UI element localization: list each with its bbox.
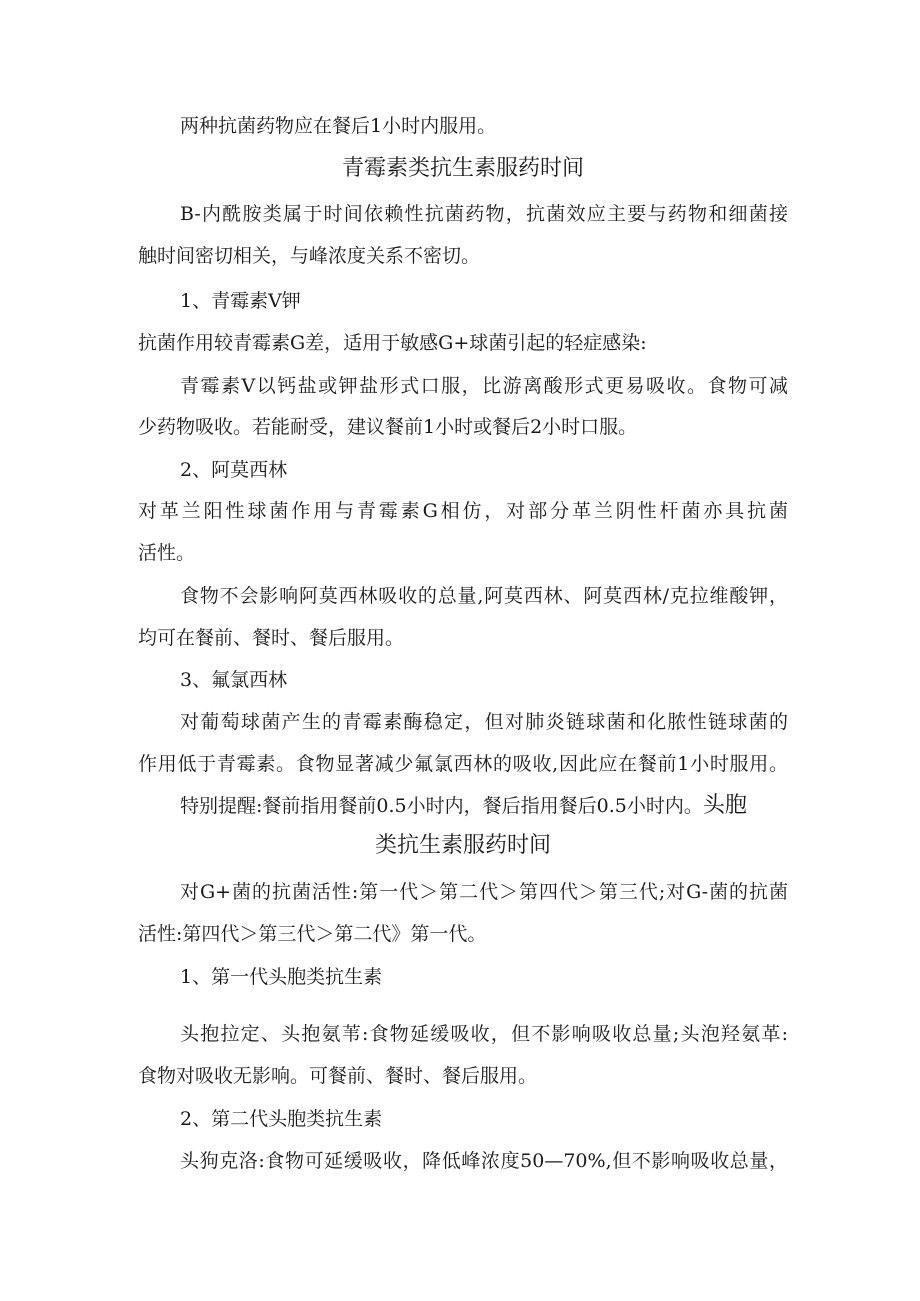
paragraph-line: 食物不会影响阿莫西林吸收的总量,阿莫西林、阿莫西林/克拉维酸钾， [180,585,788,607]
paragraph-line: 对葡萄球菌产生的青霉素酶稳定，但对肺炎链球菌和化脓性链球菌的 [180,711,788,733]
paragraph-line: B-内酰胺类属于时间依赖性抗菌药物，抗菌效应主要与药物和细菌接 [180,203,788,225]
paragraph-line: 活性。 [138,542,196,564]
section-heading-penicillin: 青霉素类抗生素服药时间 [341,156,584,181]
subheading-penicillin-v-potassium: 1、青霉素V钾 [180,290,301,312]
subheading-flucloxacillin: 3、氟氯西林 [180,669,288,691]
section-heading-cephalosporin: 类抗生素服药时间 [374,833,551,858]
paragraph-line: 活性:第四代＞第三代＞第二代》第一代。 [138,923,487,945]
paragraph-line: 头狗克洛:食物可延缓吸收，降低峰浓度50—70%,但不影响吸收总量， [180,1150,788,1172]
paragraph-line: 作用低于青霉素。食物显著减少氟氯西林的吸收,因此应在餐前1小时服用。 [138,753,788,775]
paragraph-line: 食物对吸收无影响。可餐前、餐时、餐后服用。 [138,1065,538,1087]
section-heading-cephalosporin-start: 头胞 [702,793,747,818]
paragraph-line-reminder [180,793,788,819]
subheading-second-generation: 2、第二代头胞类抗生素 [180,1108,383,1130]
paragraph-line: 两种抗菌药物应在餐后1小时内服用。 [180,115,497,137]
paragraph-line: 均可在餐前、餐时、餐后服用。 [138,627,405,649]
subheading-amoxicillin: 2、阿莫西林 [180,459,288,481]
paragraph-line: 对革兰阳性球菌作用与青霉素G相仿，对部分革兰阴性杆菌亦具抗菌 [138,500,788,522]
reminder-text: 特别提醒:餐前指用餐前0.5小时内，餐后指用餐后0.5小时内。 [180,795,703,817]
paragraph-line: 青霉素V以钙盐或钾盐形式口服，比游离酸形式更易吸收。食物可减 [180,375,788,397]
paragraph-line: 触时间密切相关，与峰浓度关系不密切。 [138,245,481,267]
subheading-first-generation: 1、第一代头胞类抗生素 [180,966,383,988]
paragraph-line: 头抱拉定、头抱氨苇:食物延缓吸收，但不影响吸收总量;头泡羟氨革: [180,1023,788,1045]
paragraph-line: 对G+菌的抗菌活性:第一代＞第二代＞第四代＞第三代;对G-菌的抗菌 [180,881,788,903]
paragraph-line: 少药物吸收。若能耐受，建议餐前1小时或餐后2小时口服。 [138,416,638,438]
paragraph-line: 抗菌作用较青霉素G差，适用于敏感G+球菌引起的轻症感染: [138,332,647,354]
